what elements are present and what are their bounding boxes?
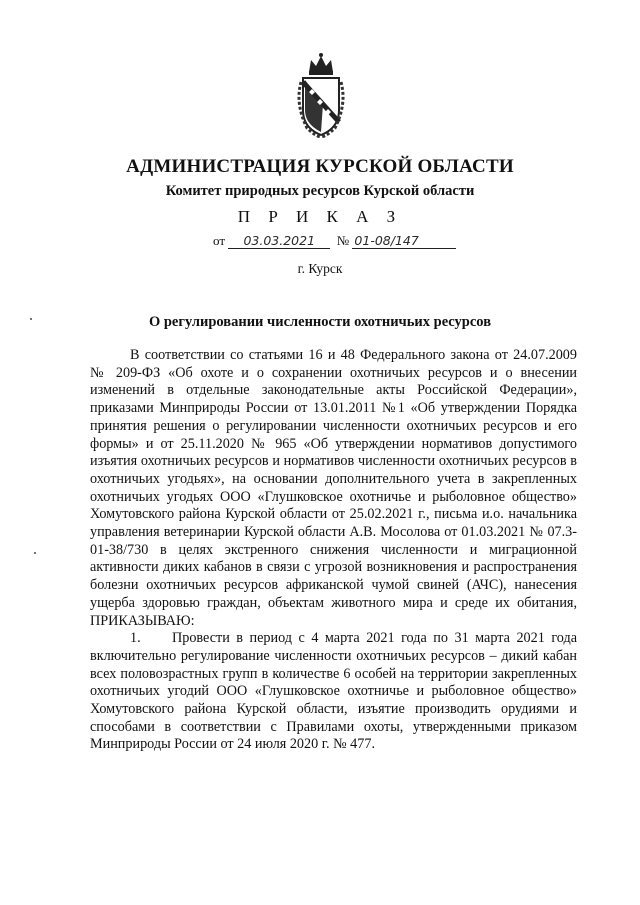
document-subject: О регулировании численности охотничьих ресурсов	[148, 314, 492, 330]
document-number: 01-08/147	[352, 233, 456, 249]
number-prefix: №	[336, 233, 350, 248]
date-prefix: от	[213, 233, 226, 248]
document-type: П Р И К А З	[237, 207, 403, 226]
scan-speck	[34, 552, 36, 554]
city: г. Курск	[297, 261, 343, 276]
committee-name: Комитет природных ресурсов Курской области	[165, 183, 475, 199]
document-body	[90, 347, 577, 754]
scan-speck	[30, 318, 32, 320]
organization-title: АДМИНИСТРАЦИЯ КУРСКОЙ ОБЛАСТИ	[126, 156, 514, 177]
item-number: 1.	[130, 630, 141, 647]
date-number-line	[213, 233, 513, 249]
kursk-coat-of-arms-icon	[295, 52, 347, 138]
order-item-1	[90, 630, 577, 754]
paragraph-preamble: В соответствии со статьями 16 и 48 Федерального закона от 24.07.2009 № 209-ФЗ «Об охоте и о сохранении охотничьих ресурсов и о внесении изменений в отдельные законодательные акты Российской Федерации», приказами Минприроды России от 13.01.2011 №1 «Об утверждении Порядка принятия решения о регулировании численности охотничьих ресурсов и его формы» и от 25.11.2020 № 965 «Об утверждении нормативов допустимого изъятия охотничьих ресурсов и нормативов численности охотничьих ресурсов в охотничьих угодьях», на основании дополнительного учета в закрепленных охотничьих угодьях ООО «Глушковское охотничье и рыболовное общество» Хомутовского района Курской области от 25.02.2021 г., письма и.о. начальника управления ветеринарии Курской области А.В. Мосолова от 01.03.2021 № 07.3-01-38/730 в целях экстренного снижения численности и миграционной активности диких кабанов в связи с угрозой возникновения и распространения болезни охотничьих ресурсов африканской чумой свиней (АЧС), нанесения ущерба здоровью граждан, объектам животного мира и среде их обитания, ПРИКАЗЫВАЮ:	[90, 347, 577, 629]
item-text: Провести в период с 4 марта 2021 года по 31 марта 2021 года включительно регулирование численности охотничьих ресурсов – дикий кабан всех половозрастных групп в количестве 6 особей на территории закрепленных охотничьих угодий ООО «Глушковское охотничье и рыболовное общество» Хомутовского района Курской области, изъятие производить орудиями и способами в соответствии с Правилами охоты, утвержденными приказом Минприроды России от 24 июля 2020 г. № 477.	[90, 630, 577, 753]
document-date: 03.03.2021	[228, 233, 330, 249]
